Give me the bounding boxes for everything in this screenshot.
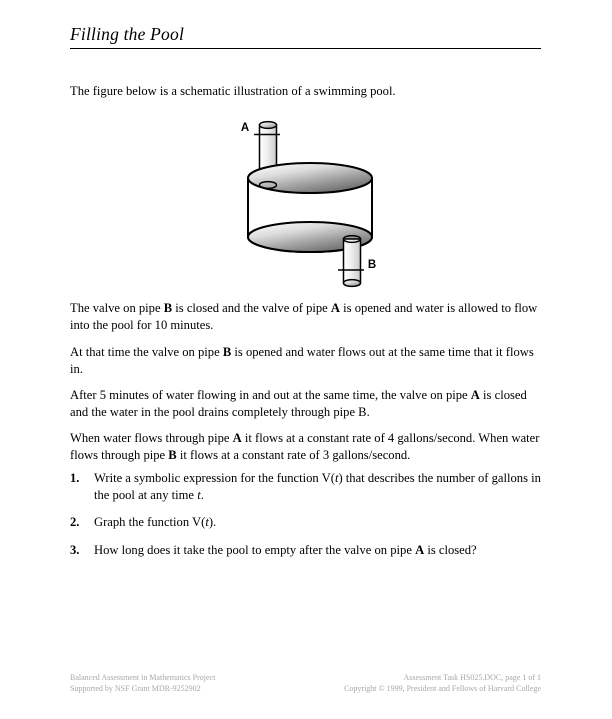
- q3-part2: is closed?: [424, 542, 477, 557]
- p2-part1: At that time the valve on pipe: [70, 345, 223, 359]
- paragraph-valve-b-closed: [70, 300, 541, 333]
- q2-ital-t1: t: [205, 515, 209, 530]
- footer-task-id: Assessment Task HS025.DOC, page 1 of 1: [403, 673, 541, 682]
- p1-part2: is closed and the valve of pipe: [172, 301, 331, 315]
- p4-part2: it flows at a constant rate of 4 gallons/second. When water flows through pipe: [70, 431, 540, 462]
- question-number-1: 1.: [70, 471, 80, 485]
- question-list: [70, 470, 541, 569]
- p4-part3: it flows at a constant rate of 3 gallons/second.: [176, 447, 411, 462]
- question-item-3: [70, 542, 541, 559]
- p1-bold-a: A: [330, 301, 341, 315]
- page-footer: [70, 673, 541, 694]
- question-item-1: [70, 470, 541, 503]
- pipe-a-label: A: [240, 122, 250, 134]
- q1-part1: Write a symbolic expression for the function V(: [94, 471, 335, 485]
- p4-bold-b: B: [168, 447, 177, 462]
- p4-part1: When water flows through pipe: [70, 431, 233, 445]
- p2-bold-b: B: [222, 345, 232, 359]
- intro-paragraph: The figure below is a schematic illustration of a swimming pool.: [70, 84, 396, 98]
- q1-part3: .: [200, 487, 204, 502]
- title-block: [70, 24, 541, 49]
- paragraph-valve-b-opened: [70, 344, 541, 377]
- q3-bold-a: A: [415, 542, 425, 557]
- q1-ital-t2: t: [197, 487, 201, 502]
- paragraph-after-5-minutes: [70, 387, 541, 420]
- p3-part1: After 5 minutes of water flowing in and out at the same time, the valve on pipe: [70, 388, 471, 402]
- p1-part1: The valve on pipe: [70, 301, 164, 315]
- question-number-3: 3.: [70, 542, 80, 557]
- page-title: Filling the Pool: [70, 24, 185, 44]
- footer-grant-info: Supported by NSF Grant MDR-9252902: [70, 683, 201, 693]
- footer-copyright: Copyright © 1999, President and Fellows of Harvard College: [344, 683, 541, 693]
- pipe-b-label: B: [367, 259, 377, 271]
- p4-bold-a: A: [232, 431, 242, 445]
- pool-diagram-svg: [232, 115, 392, 295]
- footer-left: [70, 673, 215, 694]
- p2-part2: is opened and water flows out at the same time that it flows in.: [70, 345, 534, 376]
- p3-bold-a: A: [470, 388, 480, 402]
- p1-part3: is opened and water is allowed to flow into the pool for 10 minutes.: [70, 301, 538, 332]
- pipe-b-shape: [344, 236, 361, 287]
- title-divider: [70, 48, 541, 49]
- footer-right: [344, 673, 541, 694]
- q1-ital-t1: t: [334, 471, 339, 485]
- q1-part2: ) that describes the number of gallons in the pool at any time: [94, 471, 541, 502]
- question-text-1: [94, 470, 541, 503]
- p3-part2: is closed and the water in the pool drains completely through pipe B.: [70, 388, 527, 419]
- paragraph-flow-rates: [70, 430, 541, 463]
- question-text-3: [94, 542, 541, 559]
- p1-bold-b: B: [163, 301, 173, 315]
- question-number-2: 2.: [70, 515, 80, 530]
- question-text-2: [94, 514, 541, 531]
- q2-part2: ).: [208, 515, 217, 530]
- question-item-2: [70, 514, 541, 531]
- q3-part1: How long does it take the pool to empty after the valve on pipe: [94, 542, 416, 557]
- footer-project-name: Balanced Assessment in Mathematics Project: [70, 673, 216, 682]
- pool-diagram: [232, 115, 392, 295]
- q2-part1: Graph the function V(: [94, 515, 206, 530]
